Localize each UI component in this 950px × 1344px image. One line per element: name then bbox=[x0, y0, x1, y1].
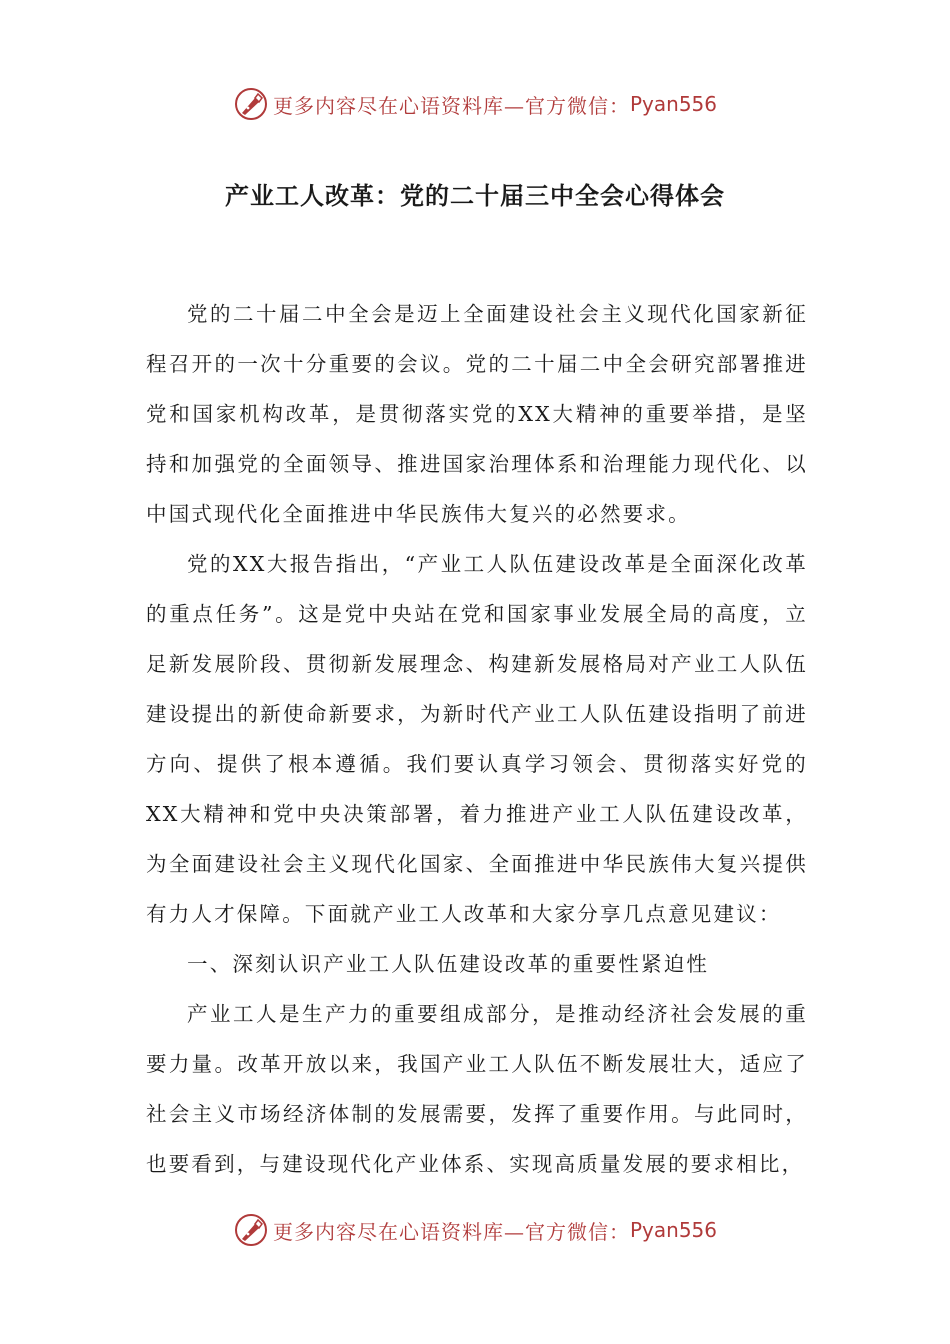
paragraph: 党的二十届二中全会是迈上全面建设社会主义现代化国家新征程召开的一次十分重要的会议。党的二十届二中全会研究部署推进党和国家机构改革，是贯彻落实党的XX大精神的重要举措，是坚持和加强党的全面领导、推进国家治理体系和治理能力现代化、以中国式现代化全面推进中华民族伟大复兴的必然要求。 bbox=[146, 302, 808, 526]
footer-watermark bbox=[0, 1208, 950, 1252]
watermark-wechat-id: Pyan556 bbox=[629, 92, 717, 116]
watermark-text: 更多内容尽在心语资料库—官方微信： bbox=[272, 93, 630, 118]
watermark-text: 更多内容尽在心语资料库—官方微信： bbox=[272, 1219, 630, 1244]
document-title: 产业工人改革：党的二十届三中全会心得体会 bbox=[225, 182, 725, 210]
watermark-wechat-id: Pyan556 bbox=[629, 1218, 717, 1242]
pen-nib-circle-icon bbox=[233, 1212, 269, 1248]
section-heading: 一、深刻认识产业工人队伍建设改革的重要性紧迫性 bbox=[187, 952, 710, 976]
document-body bbox=[146, 289, 808, 1189]
header-watermark bbox=[0, 82, 950, 126]
paragraph: 产业工人是生产力的重要组成部分，是推动经济社会发展的重要力量。改革开放以来，我国产业工人队伍不断发展壮大，适应了社会主义市场经济体制的发展需要，发挥了重要作用。与此同时，也要看到，与建设现代化产业体系、实现高质量发展的要求相比， bbox=[146, 1002, 808, 1176]
paragraph: 党的XX大报告指出，“产业工人队伍建设改革是全面深化改革的重点任务”。这是党中央站在党和国家事业发展全局的高度，立足新发展阶段、贯彻新发展理念、构建新发展格局对产业工人队伍建设提出的新使命新要求，为新时代产业工人队伍建设指明了前进方向、提供了根本遵循。我们要认真学习领会、贯彻落实好党的XX大精神和党中央决策部署，着力推进产业工人队伍建设改革，为全面建设社会主义现代化国家、全面推进中华民族伟大复兴提供有力人才保障。下面就产业工人改革和大家分享几点意见建议： bbox=[146, 552, 808, 926]
pen-nib-circle-icon bbox=[233, 86, 269, 122]
